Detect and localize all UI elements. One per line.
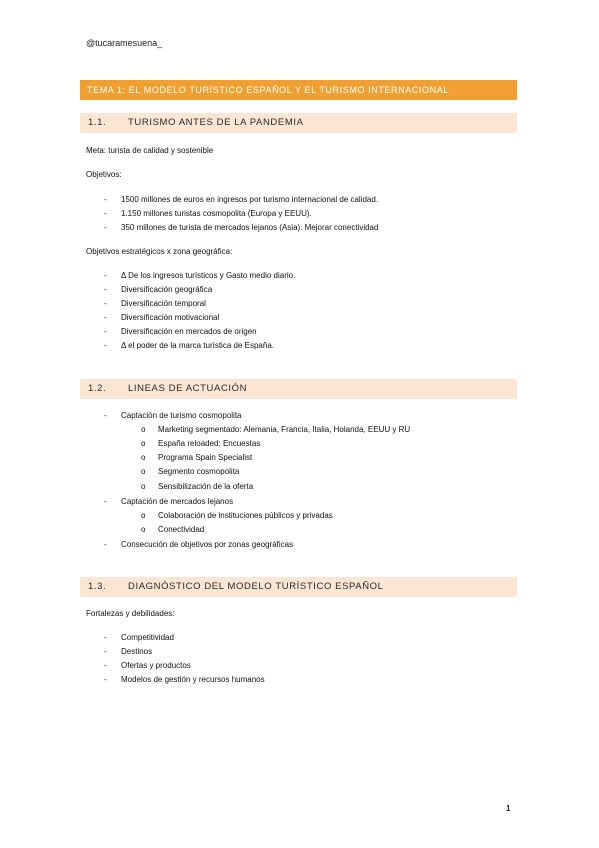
section-title: LINEAS DE ACTUACIÓN <box>128 383 248 394</box>
dash-bullet: - <box>104 647 107 656</box>
sub-list-item: Colaboración de instituciones públicos y privadas <box>158 511 333 520</box>
author-handle: @tucaramesuena_ <box>86 38 163 48</box>
list-item: Δ el poder de la marca turística de España. <box>121 341 274 350</box>
circle-bullet: o <box>141 467 146 476</box>
dash-bullet: - <box>104 299 107 308</box>
chapter-title-bar: TEMA 1: EL MODELO TURÍSTICO ESPAÑOL Y EL TURISMO INTERNACIONAL <box>80 80 517 100</box>
list-item: Consecución de objetivos por zonas geográficas <box>121 540 294 549</box>
sub-list-item: Segmento cosmopolita <box>158 467 240 476</box>
circle-bullet: o <box>141 511 146 520</box>
list-item: Competitividad <box>121 633 174 642</box>
sub-list-item: España reloaded: Encuestas <box>158 439 261 448</box>
section-heading-1-2 <box>80 379 517 399</box>
dash-bullet: - <box>104 313 107 322</box>
dash-bullet: - <box>104 540 107 549</box>
dash-bullet: - <box>104 285 107 294</box>
list-item: Diversificación geográfica <box>121 285 213 294</box>
sub-list-item: Programa Spain Specialist <box>158 453 253 462</box>
sub-list-item: Marketing segmentado: Alemania, Francia, Italia, Holanda, EEUU y RU <box>158 425 411 434</box>
list-item: Diversificación temporal <box>121 299 206 308</box>
dash-bullet: - <box>104 327 107 336</box>
list-item: 350 millones de turista de mercados lejanos (Asia). Mejorar conectividad <box>121 223 379 232</box>
dash-bullet: - <box>104 271 107 280</box>
dash-bullet: - <box>104 411 107 420</box>
page-number: 1 <box>506 804 511 813</box>
circle-bullet: o <box>141 482 146 491</box>
section-number: 1.1. <box>88 117 107 128</box>
list-item: Captación de mercados lejanos <box>121 497 234 506</box>
sub-list-item: Conectividad <box>158 525 205 534</box>
dash-bullet: - <box>104 223 107 232</box>
dash-bullet: - <box>104 661 107 670</box>
dash-bullet: - <box>104 195 107 204</box>
circle-bullet: o <box>141 425 146 434</box>
section-heading-1-3 <box>80 577 517 597</box>
list-item: 1500 millones de euros en ingresos por turismo internacional de calidad. <box>121 195 379 204</box>
strengths-label: Fortalezas y debilidades: <box>86 609 175 618</box>
section-heading-1-1 <box>80 113 517 133</box>
dash-bullet: - <box>104 209 107 218</box>
sub-list-item: Sensibilización de la oferta <box>158 482 254 491</box>
list-item: Δ De los ingresos turísticos y Gasto medio diario. <box>121 271 296 280</box>
dash-bullet: - <box>104 497 107 506</box>
strategic-label: Objetivos estratégicos x zona geográfica: <box>86 247 233 256</box>
list-item: Captación de turismo cosmopolita <box>121 411 242 420</box>
list-item: Diversificación en mercados de origen <box>121 327 257 336</box>
list-item: Modelos de gestión y recursos humanos <box>121 675 265 684</box>
circle-bullet: o <box>141 439 146 448</box>
section-number: 1.2. <box>88 383 107 394</box>
dash-bullet: - <box>104 675 107 684</box>
section-title: DIAGNÓSTICO DEL MODELO TURÍSTICO ESPAÑOL <box>128 581 384 592</box>
list-item: Diversificación motivacional <box>121 313 220 322</box>
list-item: 1.150 millones turistas cosmopolita (Europa y EEUU). <box>121 209 312 218</box>
section-number: 1.3. <box>88 581 107 592</box>
section-title: TURISMO ANTES DE LA PANDEMIA <box>128 117 304 128</box>
list-item: Destinos <box>121 647 153 656</box>
dash-bullet: - <box>104 341 107 350</box>
objectives-label: Objetivos: <box>86 170 122 179</box>
circle-bullet: o <box>141 525 146 534</box>
meta-line: Meta: turista de calidad y sostenible <box>86 146 214 155</box>
circle-bullet: o <box>141 453 146 462</box>
dash-bullet: - <box>104 633 107 642</box>
list-item: Ofertas y productos <box>121 661 191 670</box>
